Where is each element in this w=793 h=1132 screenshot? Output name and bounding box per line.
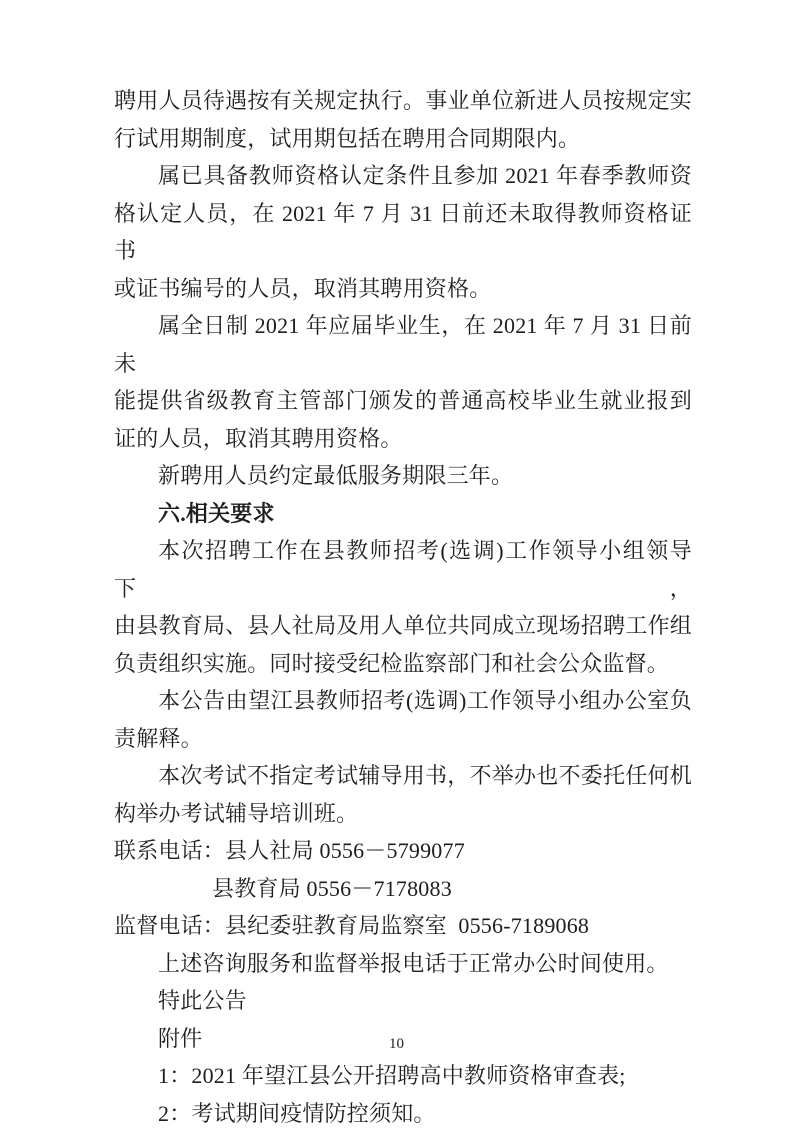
doc-line-3: 属已具备教师资格认定条件且参加 2021 年春季教师资 [114, 157, 692, 195]
doc-line-13: 负责组织实施。同时接受纪检监察部门和社会公众监督。 [114, 645, 692, 683]
doc-line-16: 本次考试不指定考试辅导用书，不举办也不委托任何机 [114, 757, 692, 795]
doc-line-14: 本公告由望江县教师招考(选调)工作领导小组办公室负 [114, 682, 692, 720]
doc-line-8: 证的人员，取消其聘用资格。 [114, 420, 692, 458]
supervision-phone-line: 监督电话：县纪委驻教育局监察室 0556-7189068 [114, 907, 692, 945]
doc-line-6: 属全日制 2021 年应届毕业生，在 2021 年 7 月 31 日前未 [114, 307, 692, 382]
doc-line-2: 行试用期制度，试用期包括在聘用合同期限内。 [114, 120, 692, 158]
contact-phone-line-education: 县教育局 0556－7178083 [114, 870, 692, 908]
doc-line-7: 能提供省级教育主管部门颁发的普通高校毕业生就业报到 [114, 382, 692, 420]
doc-line-17: 构举办考试辅导培训班。 [114, 795, 692, 833]
doc-line-21: 上述咨询服务和监督举报电话于正常办公时间使用。 [114, 945, 692, 983]
attachment-item-2: 2：考试期间疫情防控须知。 [114, 1095, 692, 1132]
attachments-label: 附件 [114, 1020, 692, 1058]
announcement-closing-line: 特此公告 [114, 982, 692, 1020]
doc-line-9: 新聘用人员约定最低服务期限三年。 [114, 457, 692, 495]
attachment-item-1: 1：2021 年望江县公开招聘高中教师资格审查表; [114, 1057, 692, 1095]
doc-line-15: 责解释。 [114, 720, 692, 758]
doc-line-1: 聘用人员待遇按有关规定执行。事业单位新进人员按规定实 [114, 82, 692, 120]
doc-line-11: 本次招聘工作在县教师招考(选调)工作领导小组领导下， [114, 532, 692, 607]
doc-line-5: 或证书编号的人员，取消其聘用资格。 [114, 270, 692, 308]
section-heading: 六.相关要求 [114, 495, 692, 533]
contact-phone-line-hr: 联系电话：县人社局 0556－5799077 [114, 832, 692, 870]
page-number: 10 [0, 1034, 793, 1054]
doc-line-12: 由县教育局、县人社局及用人单位共同成立现场招聘工作组 [114, 607, 692, 645]
announcement-page-body [114, 82, 692, 1132]
doc-line-4: 格认定人员，在 2021 年 7 月 31 日前还未取得教师资格证书 [114, 195, 692, 270]
